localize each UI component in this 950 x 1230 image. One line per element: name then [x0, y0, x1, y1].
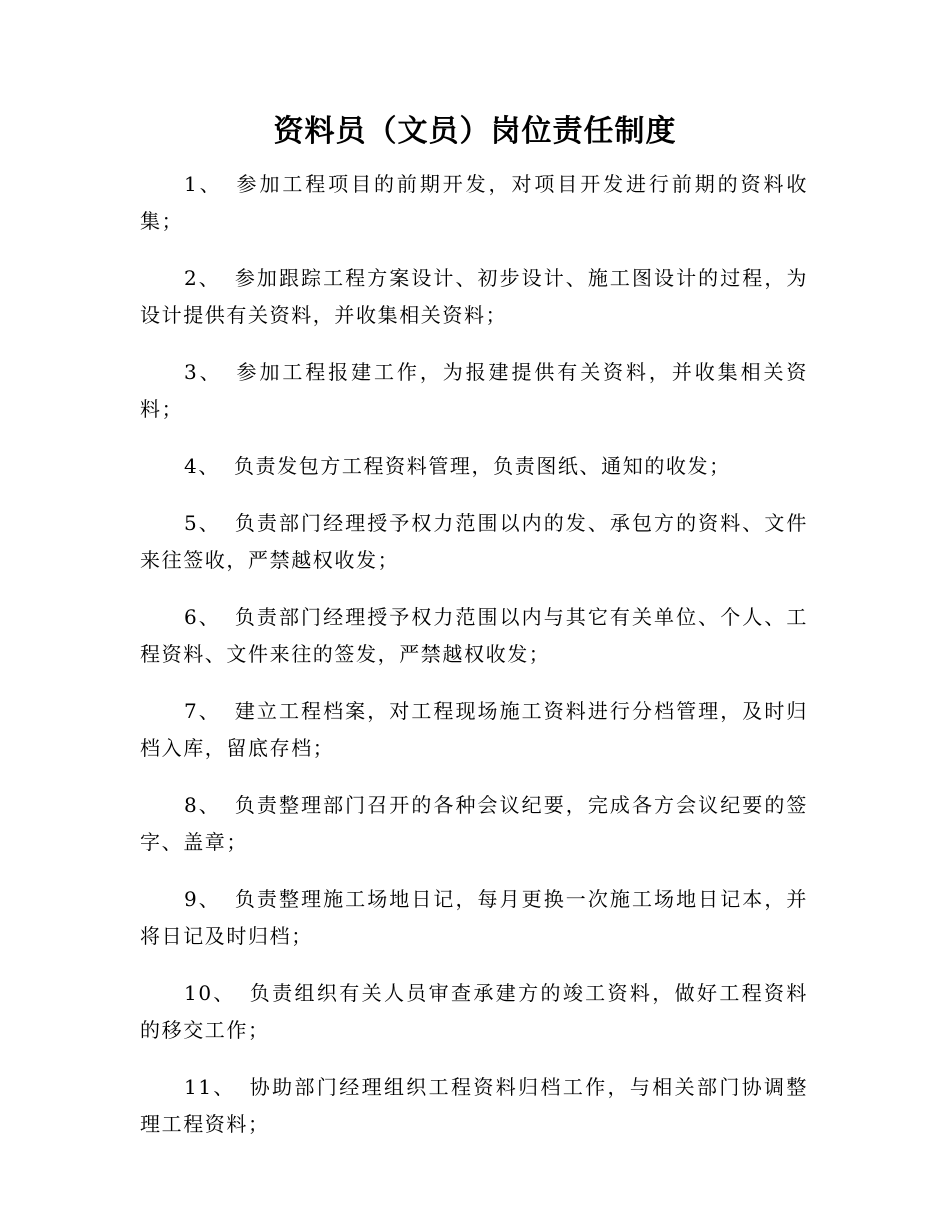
duty-list: [140, 166, 808, 1163]
item-text: 建立工程档案，对工程现场施工资料进行分档管理，及时归档入库，留底存档；: [140, 699, 808, 760]
item-number: 5、: [184, 511, 221, 535]
item-number: 6、: [184, 605, 221, 629]
item-number: 4、: [184, 454, 220, 478]
item-text: 参加工程报建工作，为报建提供有关资料，并收集相关资料；: [140, 360, 808, 421]
item-text: 负责部门经理授予权力范围以内与其它有关单位、个人、工程资料、文件来往的签发，严禁越权收发；: [140, 605, 808, 666]
item-text: 负责部门经理授予权力范围以内的发、承包方的资料、文件来往签收，严禁越权收发；: [140, 511, 808, 572]
duty-item: [140, 505, 808, 579]
item-text: 协助部门经理组织工程资料归档工作，与相关部门协调整理工程资料；: [140, 1075, 809, 1136]
item-number: 2、: [184, 266, 221, 290]
item-text: 负责整理部门召开的各种会议纪要，完成各方会议纪要的签字、盖章；: [140, 793, 808, 854]
duty-item: [140, 448, 808, 485]
duty-item: [140, 881, 808, 955]
item-number: 3、: [184, 360, 223, 384]
duty-item: [140, 599, 808, 673]
item-text: 负责整理施工场地日记，每月更换一次施工场地日记本，并将日记及时归档；: [140, 887, 808, 948]
duty-item: [140, 354, 808, 428]
item-text: 负责发包方工程资料管理，负责图纸、通知的收发；: [233, 454, 731, 478]
duty-item: [140, 1069, 808, 1143]
document-title: 资料员（文员）岗位责任制度: [273, 114, 677, 149]
item-text: 参加跟踪工程方案设计、初步设计、施工图设计的过程，为设计提供有关资料，并收集相关资料；: [140, 266, 808, 327]
duty-item: [140, 787, 808, 861]
item-number: 1、: [184, 172, 223, 196]
item-text: 负责组织有关人员审查承建方的竣工资料，做好工程资料的移交工作；: [140, 981, 809, 1042]
item-number: 9、: [184, 887, 221, 911]
item-number: 7、: [184, 699, 221, 723]
item-number: 10、: [184, 981, 236, 1005]
duty-item: [140, 693, 808, 767]
item-number: 8、: [184, 793, 221, 817]
duty-item: [140, 975, 808, 1049]
duty-item: [140, 166, 808, 240]
item-number: 11、: [184, 1075, 236, 1099]
duty-item: [140, 260, 808, 334]
item-text: 参加工程项目的前期开发，对项目开发进行前期的资料收集；: [140, 172, 808, 233]
